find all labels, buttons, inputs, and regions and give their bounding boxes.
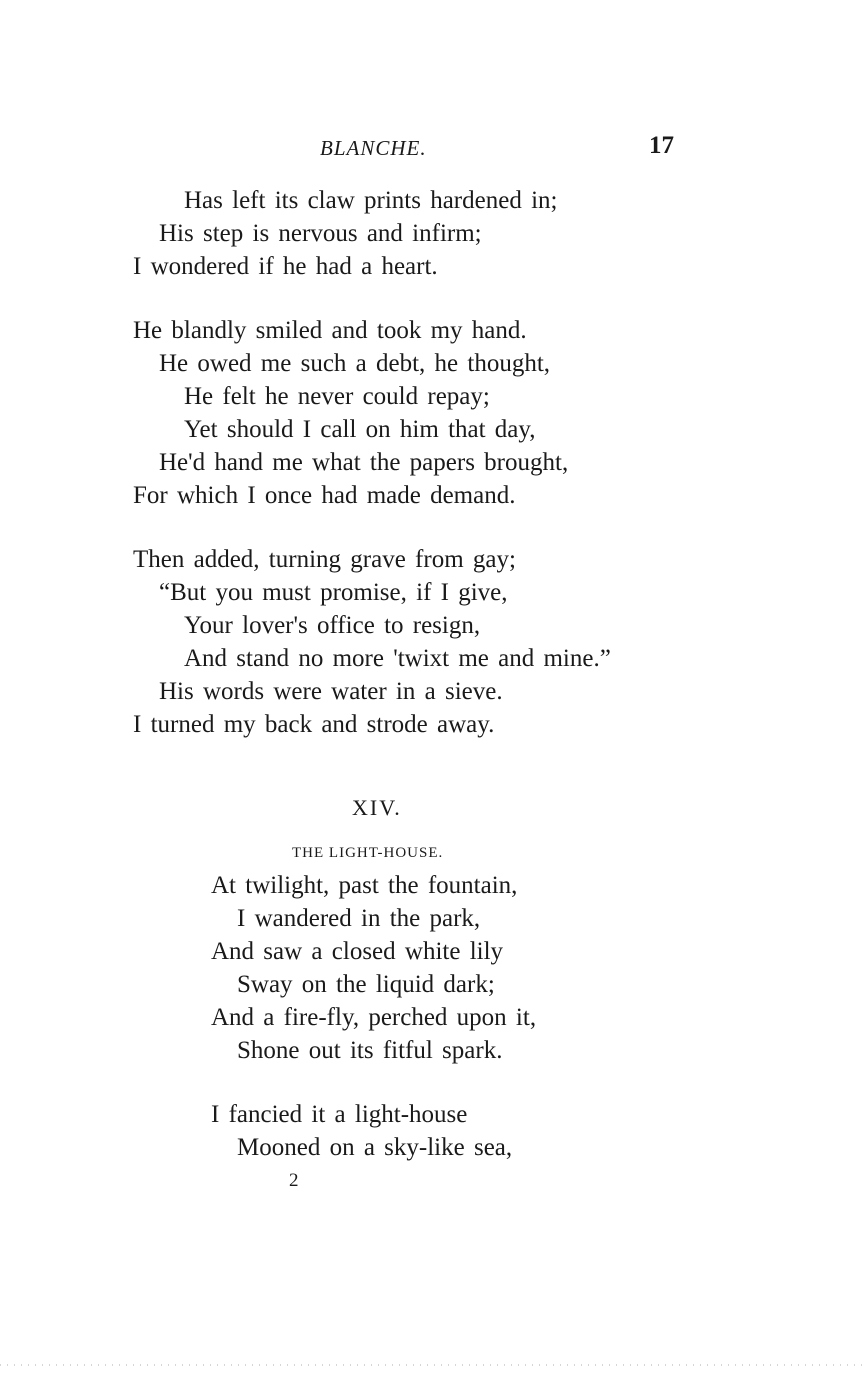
poem-line: His step is nervous and infirm; — [159, 220, 482, 247]
poem-line: Mooned on a sky-like sea, — [237, 1134, 513, 1161]
scan-edge-artifact — [0, 1364, 864, 1366]
poem-line: Shone out its fitful spark. — [237, 1037, 503, 1064]
poem-line: Then added, turning grave from gay; — [133, 546, 516, 573]
poem-line: He owed me such a debt, he thought, — [159, 350, 551, 377]
poem-line: Has left its claw prints hardened in; — [184, 187, 558, 214]
section-number: XIV. — [352, 795, 402, 820]
poem-line: And stand no more 'twixt me and mine.” — [184, 645, 611, 672]
poem-line: His words were water in a sieve. — [159, 678, 503, 705]
poem-line: Yet should I call on him that day, — [184, 416, 536, 443]
poem-line: And a fire-fly, perched upon it, — [211, 1004, 537, 1031]
poem-line: I wandered in the park, — [237, 905, 481, 932]
poem-line: “But you must promise, if I give, — [159, 579, 508, 606]
poem-line: And saw a closed white lily — [211, 938, 504, 965]
poem-line: He blandly smiled and took my hand. — [133, 317, 527, 344]
page-number: 17 — [649, 132, 674, 159]
poem-line: I turned my back and strode away. — [133, 711, 495, 738]
poem-line: He felt he never could repay; — [184, 383, 490, 410]
poem-line: Sway on the liquid dark; — [237, 971, 495, 998]
poem-line: For which I once had made demand. — [133, 482, 516, 509]
section-title: THE LIGHT-HOUSE. — [292, 845, 444, 861]
signature-mark: 2 — [289, 1170, 299, 1191]
poem-line: At twilight, past the fountain, — [211, 872, 518, 899]
poem-line: I wondered if he had a heart. — [133, 253, 438, 280]
poem-line: He'd hand me what the papers brought, — [159, 449, 569, 476]
poem-line: I fancied it a light-house — [211, 1101, 468, 1128]
running-title: BLANCHE. — [320, 136, 427, 160]
poem-line: Your lover's office to resign, — [184, 612, 481, 639]
